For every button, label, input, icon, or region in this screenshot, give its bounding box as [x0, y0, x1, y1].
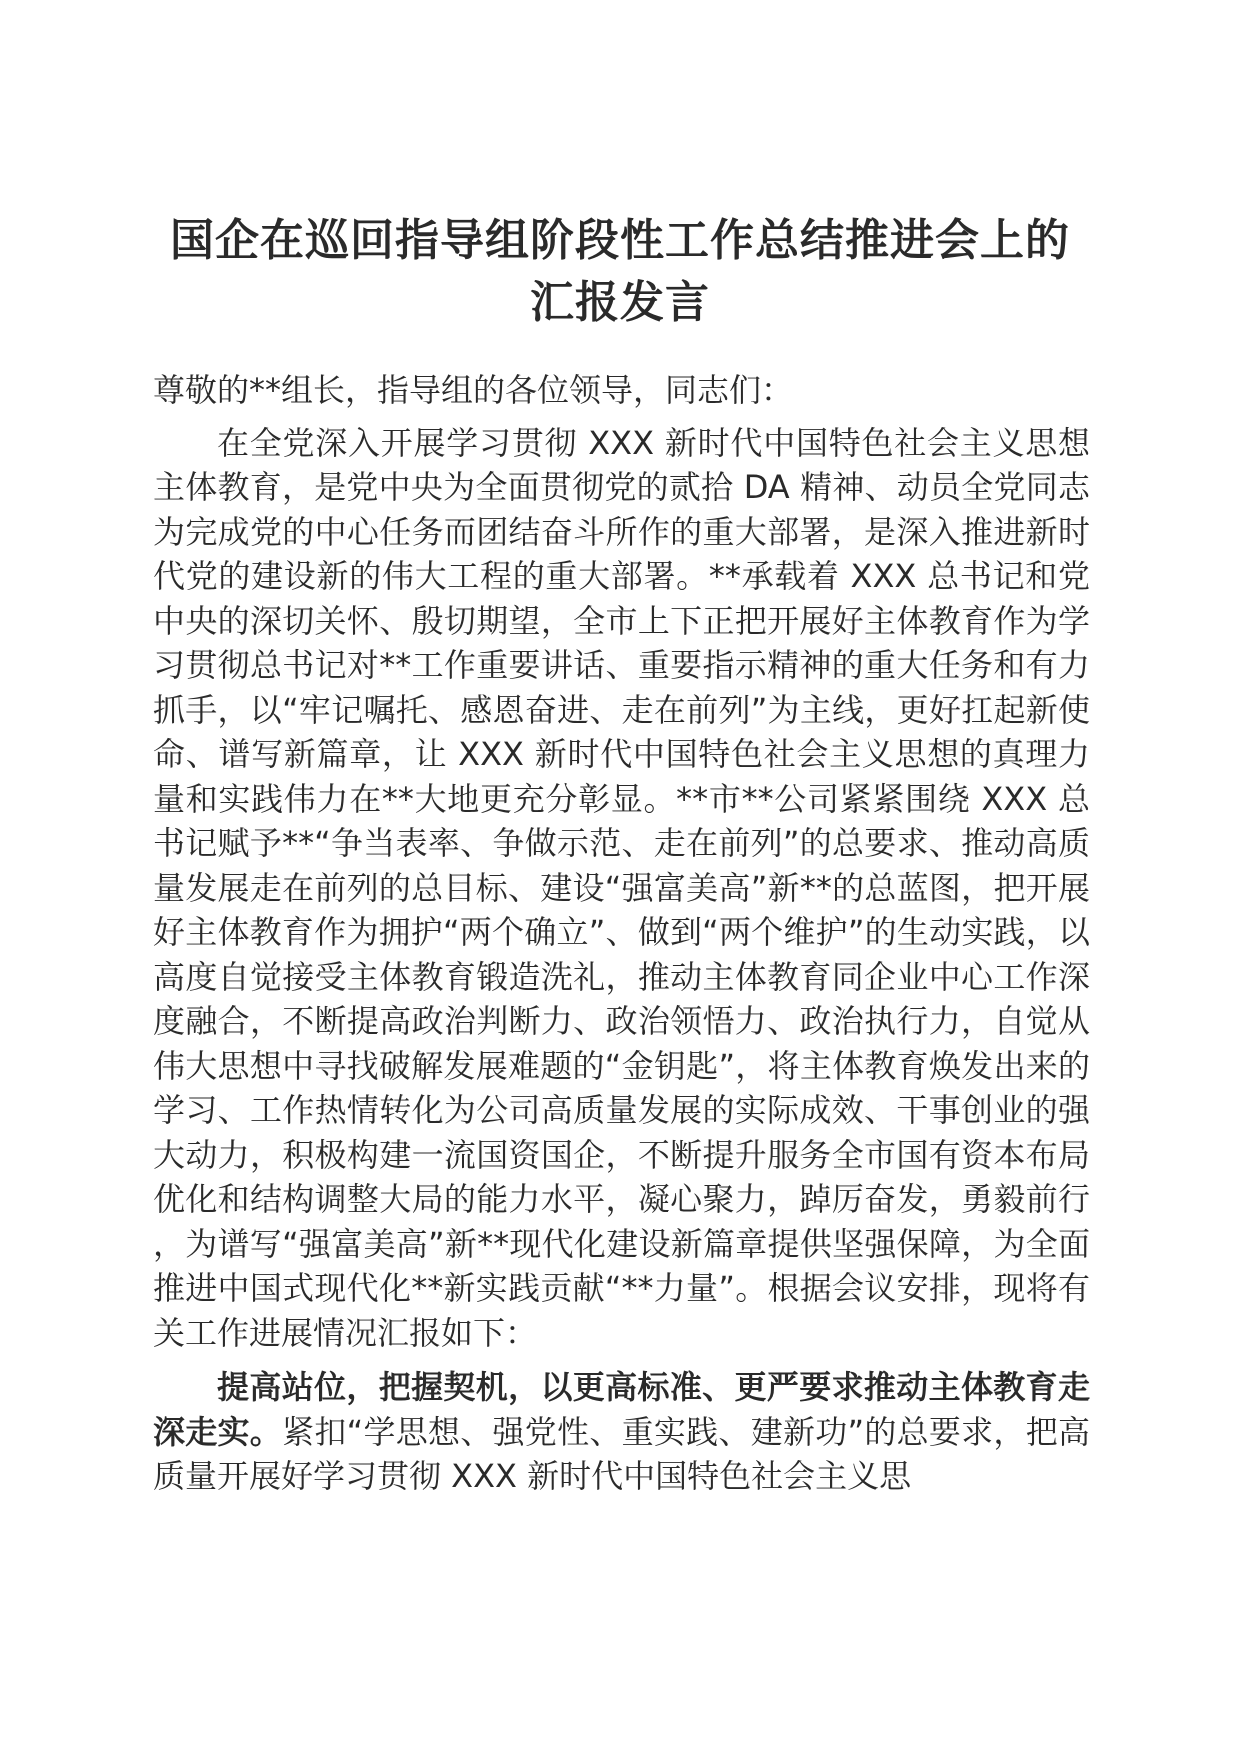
- title-line-1: 国企在巡回指导组阶段性工作总结推进会上的: [170, 215, 1070, 266]
- paragraph-intro: 在全党深入开展学习贯彻 XXX 新时代中国特色社会主义思想主体教育，是党中央为全面贯彻党的贰拾 DA 精神、动员全党同志为完成党的中心任务而团结奋斗所作的重大部署，是深入推进新时代党的建设新的伟大工程的重大部署。**承载着 XXX 总书记和党中央的深切关怀、殷切期望，全市上下正把开展好主体教育作为学习贯彻总书记对**工作重要讲话、重要指示精神的重大任务和有力抓手，以“牢记嘱托、感恩奋进、走在前列”为主线，更好扛起新使命、谱写新篇章，让 XXX 新时代中国特色社会主义思想的真理力量和实践伟力在**大地更充分彰显。**市**公司紧紧围绕 XXX 总书记赋予**“争当表率、争做示范、走在前列”的总要求、推动高质量发展走在前列的总目标、建设“强富美高”新**的总蓝图，把开展好主体教育作为拥护“两个确立”、做到“两个维护”的生动实践，以高度自觉接受主体教育锻造洗礼，推动主体教育同企业中心工作深度融合，不断提高政治判断力、政治领悟力、政治执行力，自觉从伟大思想中寻找破解发展难题的“金钥匙”，将主体教育焕发出来的学习、工作热情转化为公司高质量发展的实际成效、干事创业的强大动力，积极构建一流国资国企，不断提升服务全市国有资本布局优化和结构调整大局的能力水平，凝心聚力，踔厉奋发，勇毅前行，为谱写“强富美高”新**现代化建设新篇章提供坚强保障，为全面推进中国式现代化**新实践贡献“**力量”。根据会议安排，现将有关工作进展情况汇报如下：: [153, 423, 1090, 1352]
- document-title: [150, 210, 1090, 334]
- salutation: 尊敬的**组长，指导组的各位领导，同志们：: [153, 371, 794, 409]
- section-heading: 提高站位，把握契机，以更高标准、更严要求推动主体教育走深走实。: [153, 1368, 1090, 1451]
- title-line-2: 汇报发言: [530, 277, 710, 328]
- document-body: [153, 368, 1090, 1499]
- section-text: 紧扣“学思想、强党性、重实践、建新功”的总要求，把高质量开展好学习贯彻 XXX 新时代中国特色社会主义思: [153, 1412, 1090, 1495]
- paragraph-section-1: [153, 1365, 1090, 1499]
